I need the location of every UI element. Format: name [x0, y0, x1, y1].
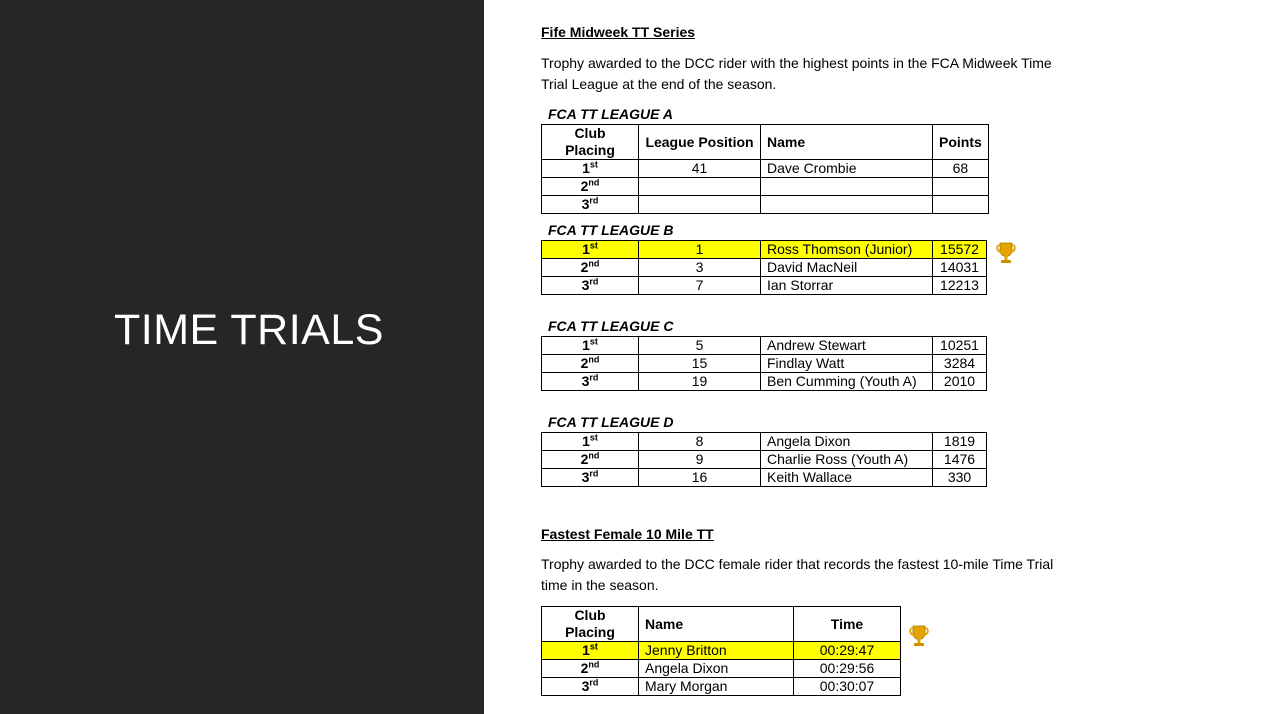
- trophy-icon: [992, 239, 1020, 267]
- league-table-b: [541, 240, 987, 295]
- league-title: FCA TT LEAGUE B: [548, 222, 674, 238]
- club-placing-cell: 3rd: [542, 196, 639, 214]
- table-row: [542, 678, 901, 696]
- section-heading-midweek: Fife Midweek TT Series: [541, 24, 696, 40]
- slide-title: TIME TRIALS: [114, 306, 384, 354]
- trophy-icon: [905, 622, 933, 650]
- table-row: [542, 660, 901, 678]
- rider-name-cell: Keith Wallace: [761, 469, 933, 487]
- table-row: [542, 337, 987, 355]
- rider-name-cell: Andrew Stewart: [761, 337, 933, 355]
- league-position-cell: 3: [639, 259, 761, 277]
- club-placing-cell: 1st: [542, 241, 639, 259]
- table-header-row: [542, 125, 989, 160]
- league-position-cell: [639, 196, 761, 214]
- points-cell: [933, 178, 989, 196]
- points-cell: 1819: [933, 433, 987, 451]
- rider-name-cell: Charlie Ross (Youth A): [761, 451, 933, 469]
- rider-name-cell: Angela Dixon: [639, 660, 794, 678]
- table-row: [542, 355, 987, 373]
- club-placing-cell: 2nd: [542, 355, 639, 373]
- points-cell: 68: [933, 160, 989, 178]
- header-name: Name: [761, 125, 933, 160]
- league-title: FCA TT LEAGUE C: [548, 318, 674, 334]
- club-placing-cell: 3rd: [542, 678, 639, 696]
- title-panel: [0, 0, 484, 714]
- rider-name-cell: Ross Thomson (Junior): [761, 241, 933, 259]
- points-cell: 15572: [933, 241, 987, 259]
- table-row: [542, 196, 989, 214]
- league-position-cell: 41: [639, 160, 761, 178]
- points-cell: 2010: [933, 373, 987, 391]
- club-placing-cell: 1st: [542, 160, 639, 178]
- table-row: [542, 451, 987, 469]
- league-position-cell: 15: [639, 355, 761, 373]
- table-row: [542, 259, 987, 277]
- club-placing-cell: 2nd: [542, 660, 639, 678]
- table-row: [542, 469, 987, 487]
- club-placing-cell: 1st: [542, 337, 639, 355]
- section-heading-female-tt: Fastest Female 10 Mile TT: [541, 526, 714, 542]
- table-row: [542, 373, 987, 391]
- points-cell: 10251: [933, 337, 987, 355]
- female-tt-table: [541, 606, 901, 696]
- points-cell: [933, 196, 989, 214]
- league-position-cell: 8: [639, 433, 761, 451]
- club-placing-cell: 2nd: [542, 178, 639, 196]
- rider-name-cell: [761, 196, 933, 214]
- league-table-c: [541, 336, 987, 391]
- time-cell: 00:29:56: [794, 660, 901, 678]
- league-position-cell: 1: [639, 241, 761, 259]
- points-cell: 3284: [933, 355, 987, 373]
- rider-name-cell: Angela Dixon: [761, 433, 933, 451]
- table-row: [542, 433, 987, 451]
- header-points: Points: [933, 125, 989, 160]
- league-title: FCA TT LEAGUE A: [548, 106, 673, 122]
- header-league-position: League Position: [639, 125, 761, 160]
- rider-name-cell: David MacNeil: [761, 259, 933, 277]
- points-cell: 12213: [933, 277, 987, 295]
- league-position-cell: [639, 178, 761, 196]
- club-placing-cell: 1st: [542, 642, 639, 660]
- header-club-placing: Club Placing: [542, 607, 639, 642]
- rider-name-cell: Mary Morgan: [639, 678, 794, 696]
- rider-name-cell: Findlay Watt: [761, 355, 933, 373]
- time-cell: 00:30:07: [794, 678, 901, 696]
- league-title: FCA TT LEAGUE D: [548, 414, 674, 430]
- club-placing-cell: 2nd: [542, 259, 639, 277]
- league-position-cell: 9: [639, 451, 761, 469]
- table-row: [542, 160, 989, 178]
- table-row: [542, 277, 987, 295]
- section-description-female-tt: Trophy awarded to the DCC female rider that records the fastest 10-mile Time Trial time in the season.: [541, 556, 1054, 593]
- league-position-cell: 7: [639, 277, 761, 295]
- header-club-placing: Club Placing: [542, 125, 639, 160]
- table-row-highlighted: [542, 642, 901, 660]
- section-description-midweek: Trophy awarded to the DCC rider with the highest points in the FCA Midweek Time Trial League at the end of the season.: [541, 55, 1052, 92]
- rider-name-cell: Ben Cumming (Youth A): [761, 373, 933, 391]
- points-cell: 14031: [933, 259, 987, 277]
- league-table-a: [541, 124, 989, 214]
- league-table-d: [541, 432, 987, 487]
- header-name: Name: [639, 607, 794, 642]
- league-position-cell: 19: [639, 373, 761, 391]
- club-placing-cell: 3rd: [542, 277, 639, 295]
- time-cell: 00:29:47: [794, 642, 901, 660]
- points-cell: 1476: [933, 451, 987, 469]
- table-row: [542, 178, 989, 196]
- rider-name-cell: [761, 178, 933, 196]
- rider-name-cell: Dave Crombie: [761, 160, 933, 178]
- table-row-highlighted: [542, 241, 987, 259]
- points-cell: 330: [933, 469, 987, 487]
- club-placing-cell: 3rd: [542, 469, 639, 487]
- club-placing-cell: 2nd: [542, 451, 639, 469]
- club-placing-cell: 3rd: [542, 373, 639, 391]
- rider-name-cell: Ian Storrar: [761, 277, 933, 295]
- table-header-row: [542, 607, 901, 642]
- league-position-cell: 5: [639, 337, 761, 355]
- rider-name-cell: Jenny Britton: [639, 642, 794, 660]
- club-placing-cell: 1st: [542, 433, 639, 451]
- header-time: Time: [794, 607, 901, 642]
- league-position-cell: 16: [639, 469, 761, 487]
